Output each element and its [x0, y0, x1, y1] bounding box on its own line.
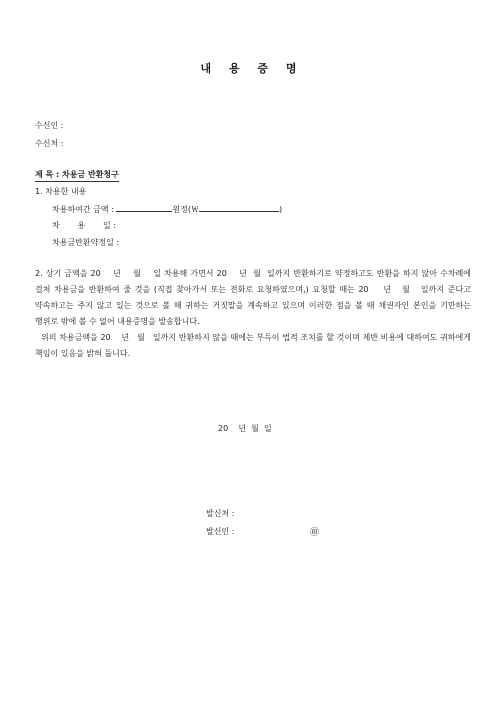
recipient-label: 수신인 :	[35, 121, 64, 130]
paragraph-3: 위의 차용금액을 20 년 월 일까지 반환하지 않을 때에는 부득이 법적 조치를 할 것이며 제반 비용에 대하여도 귀하에게 책임이 있음을 밝혀 둡니다.	[35, 333, 474, 358]
loan-amount-won: 원정(￦	[172, 205, 200, 214]
loan-amount-label: 차용하여간 금액 :	[52, 205, 114, 214]
loan-amount-blank	[116, 203, 172, 212]
document-title: 내 용 증 명	[200, 62, 304, 75]
date-line: 20 년 월 일	[218, 424, 272, 433]
loan-date-label: 차 용 일 :	[52, 221, 117, 230]
loan-amount-figure-blank	[199, 203, 279, 212]
seal-mark: ㊞	[310, 528, 320, 538]
recipient-address-label: 수신처 :	[35, 139, 64, 148]
section1-heading: 1. 차용한 내용	[35, 187, 87, 196]
repay-date-label: 차용금반환약정일 :	[52, 238, 120, 247]
subject-line: 제 목 : 차용금 반환청구	[35, 169, 119, 182]
loan-amount-close: )	[279, 205, 283, 214]
loan-amount-row	[52, 203, 282, 215]
sender-label: 발신인 :	[206, 527, 235, 536]
paragraph-2: 2. 상기 금액을 20 년 월 일 차용해 가면서 20 년 월 일까지 반환하기로 약정하고도 반환을 하지 않아 수차례에 걸쳐 차용금을 반환하여 줄 것을 (직접 찾아가서 또는 전화로 요청하였으며,) 요청할 때는 20 년 월 일까지 준다고 약속하고는 주지 않고 있는 것으로 볼 때 귀하는 거짓말을 계속하고 있으며 이러한 점을 볼 때 채권자인 본인을 기만하는 행위로 밖에 볼 수 없어 내용증명을 발송합니다.	[35, 269, 474, 326]
sender-address-label: 발신처 :	[206, 509, 235, 518]
body-paragraphs	[35, 266, 474, 362]
